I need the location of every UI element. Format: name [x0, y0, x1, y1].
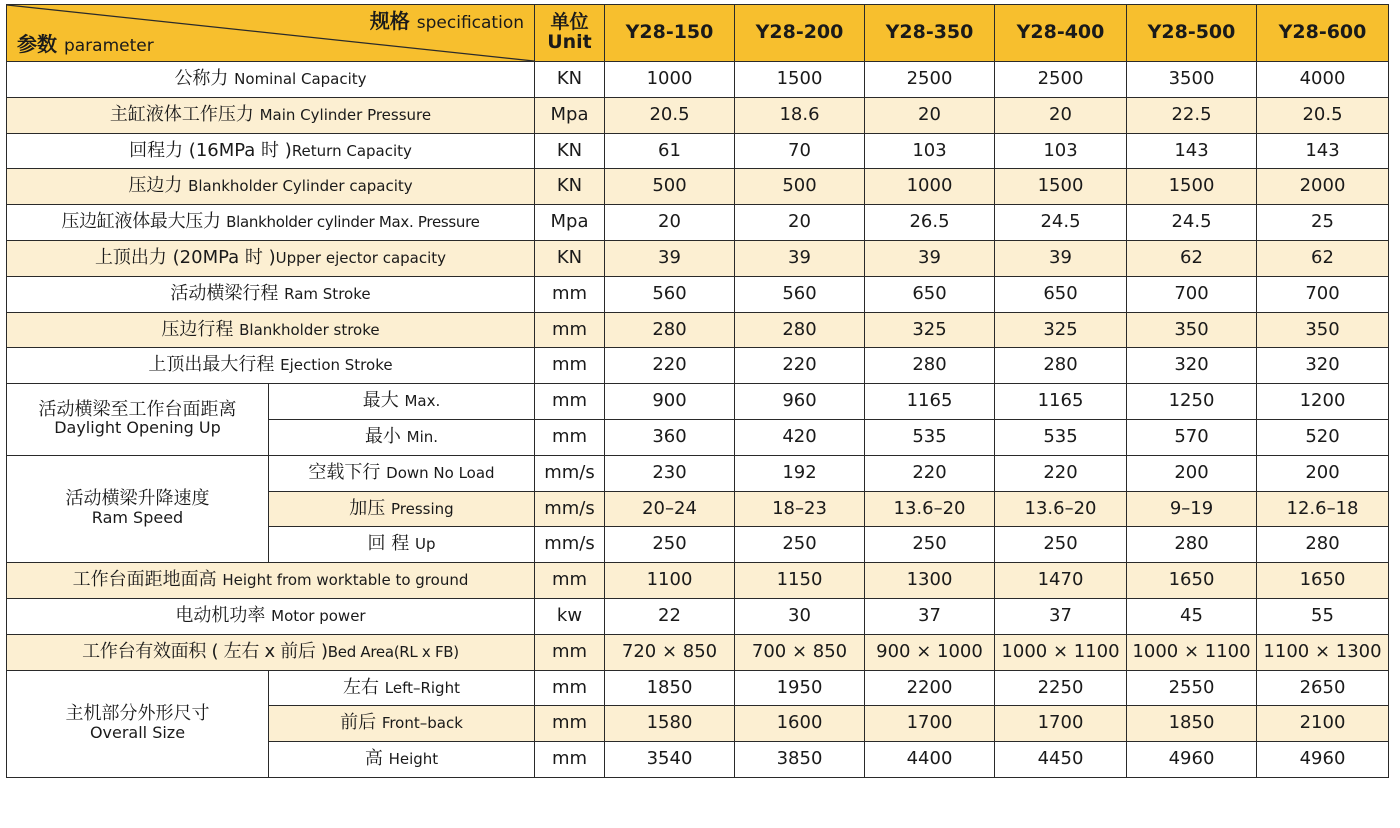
- value-cell: 143: [1257, 133, 1389, 169]
- param-label: 参数 parameter: [17, 32, 154, 57]
- value-cell: 1650: [1257, 563, 1389, 599]
- sub-param-label: 空载下行 Down No Load: [269, 455, 535, 491]
- table-row: [7, 97, 1389, 133]
- value-cell: 250: [605, 527, 735, 563]
- table-row: [7, 598, 1389, 634]
- value-cell: 200: [1257, 455, 1389, 491]
- value-cell: 20: [735, 205, 865, 241]
- value-cell: 1580: [605, 706, 735, 742]
- value-cell: 320: [1257, 348, 1389, 384]
- value-cell: 220: [865, 455, 995, 491]
- value-cell: 570: [1127, 419, 1257, 455]
- value-cell: 2100: [1257, 706, 1389, 742]
- value-cell: 325: [995, 312, 1127, 348]
- value-cell: 700: [1257, 276, 1389, 312]
- model-header: Y28-200: [735, 5, 865, 62]
- value-cell: 360: [605, 419, 735, 455]
- param-label: 上顶出力 (20MPa 时 )Upper ejector capacity: [7, 240, 535, 276]
- table-row: [7, 670, 1389, 706]
- param-label: 活动横梁行程 Ram Stroke: [7, 276, 535, 312]
- value-cell: 1600: [735, 706, 865, 742]
- table-row: [7, 205, 1389, 241]
- param-label: 压边缸液体最大压力 Blankholder cylinder Max. Pressure: [7, 205, 535, 241]
- value-cell: 1500: [995, 169, 1127, 205]
- value-cell: 2550: [1127, 670, 1257, 706]
- value-cell: 4000: [1257, 62, 1389, 98]
- value-cell: 1165: [865, 384, 995, 420]
- value-cell: 22.5: [1127, 97, 1257, 133]
- value-cell: 20: [605, 205, 735, 241]
- value-cell: 500: [735, 169, 865, 205]
- value-cell: 350: [1127, 312, 1257, 348]
- value-cell: 220: [605, 348, 735, 384]
- value-cell: 103: [995, 133, 1127, 169]
- value-cell: 250: [865, 527, 995, 563]
- value-cell: 1650: [1127, 563, 1257, 599]
- table-row: [7, 634, 1389, 670]
- value-cell: 960: [735, 384, 865, 420]
- unit-cell: mm: [535, 276, 605, 312]
- unit-cell: mm: [535, 384, 605, 420]
- model-header: Y28-400: [995, 5, 1127, 62]
- value-cell: 900 × 1000: [865, 634, 995, 670]
- header-row: [7, 5, 1389, 62]
- param-label: 电动机功率 Motor power: [7, 598, 535, 634]
- table-row: [7, 312, 1389, 348]
- value-cell: 20.5: [605, 97, 735, 133]
- value-cell: 22: [605, 598, 735, 634]
- value-cell: 20: [995, 97, 1127, 133]
- value-cell: 1950: [735, 670, 865, 706]
- value-cell: 230: [605, 455, 735, 491]
- unit-cell: mm: [535, 348, 605, 384]
- sub-param-label: 加压 Pressing: [269, 491, 535, 527]
- value-cell: 192: [735, 455, 865, 491]
- value-cell: 12.6–18: [1257, 491, 1389, 527]
- model-header: Y28-600: [1257, 5, 1389, 62]
- value-cell: 1000 × 1100: [995, 634, 1127, 670]
- value-cell: 420: [735, 419, 865, 455]
- value-cell: 2500: [865, 62, 995, 98]
- value-cell: 1000 × 1100: [1127, 634, 1257, 670]
- value-cell: 39: [605, 240, 735, 276]
- value-cell: 1200: [1257, 384, 1389, 420]
- unit-cell: KN: [535, 62, 605, 98]
- value-cell: 37: [995, 598, 1127, 634]
- value-cell: 37: [865, 598, 995, 634]
- table-row: [7, 133, 1389, 169]
- unit-cell: kw: [535, 598, 605, 634]
- unit-cell: mm: [535, 419, 605, 455]
- value-cell: 1000: [605, 62, 735, 98]
- value-cell: 4400: [865, 742, 995, 778]
- value-cell: 39: [995, 240, 1127, 276]
- unit-cell: KN: [535, 240, 605, 276]
- value-cell: 1165: [995, 384, 1127, 420]
- specification-table: [6, 4, 1389, 778]
- value-cell: 4960: [1257, 742, 1389, 778]
- value-cell: 2500: [995, 62, 1127, 98]
- unit-cell: mm: [535, 706, 605, 742]
- value-cell: 70: [735, 133, 865, 169]
- table-row: [7, 384, 1389, 420]
- param-label: 压边行程 Blankholder stroke: [7, 312, 535, 348]
- value-cell: 280: [735, 312, 865, 348]
- value-cell: 2000: [1257, 169, 1389, 205]
- table-row: [7, 62, 1389, 98]
- value-cell: 20: [865, 97, 995, 133]
- value-cell: 3500: [1127, 62, 1257, 98]
- value-cell: 24.5: [1127, 205, 1257, 241]
- value-cell: 535: [865, 419, 995, 455]
- value-cell: 61: [605, 133, 735, 169]
- table-row: [7, 169, 1389, 205]
- value-cell: 520: [1257, 419, 1389, 455]
- value-cell: 1700: [995, 706, 1127, 742]
- value-cell: 1500: [735, 62, 865, 98]
- value-cell: 2650: [1257, 670, 1389, 706]
- group-label-daylight: 活动横梁至工作台面距离 Daylight Opening Up: [7, 384, 269, 456]
- value-cell: 25: [1257, 205, 1389, 241]
- unit-cell: Mpa: [535, 97, 605, 133]
- table-row: [7, 240, 1389, 276]
- header-corner-cell: [7, 5, 535, 62]
- value-cell: 320: [1127, 348, 1257, 384]
- value-cell: 220: [735, 348, 865, 384]
- value-cell: 250: [995, 527, 1127, 563]
- table-row: [7, 455, 1389, 491]
- value-cell: 350: [1257, 312, 1389, 348]
- value-cell: 560: [605, 276, 735, 312]
- model-header: Y28-150: [605, 5, 735, 62]
- value-cell: 650: [995, 276, 1127, 312]
- value-cell: 24.5: [995, 205, 1127, 241]
- unit-cell: Mpa: [535, 205, 605, 241]
- value-cell: 4960: [1127, 742, 1257, 778]
- value-cell: 280: [865, 348, 995, 384]
- value-cell: 13.6–20: [995, 491, 1127, 527]
- value-cell: 1100 × 1300: [1257, 634, 1389, 670]
- sub-param-label: 前后 Front–back: [269, 706, 535, 742]
- value-cell: 18.6: [735, 97, 865, 133]
- value-cell: 1100: [605, 563, 735, 599]
- sub-param-label: 最大 Max.: [269, 384, 535, 420]
- spec-table-wrapper: [6, 4, 1389, 778]
- value-cell: 1700: [865, 706, 995, 742]
- value-cell: 1150: [735, 563, 865, 599]
- unit-cell: KN: [535, 169, 605, 205]
- value-cell: 143: [1127, 133, 1257, 169]
- value-cell: 1850: [1127, 706, 1257, 742]
- value-cell: 280: [1127, 527, 1257, 563]
- value-cell: 55: [1257, 598, 1389, 634]
- value-cell: 280: [1257, 527, 1389, 563]
- sub-param-label: 最小 Min.: [269, 419, 535, 455]
- value-cell: 3850: [735, 742, 865, 778]
- param-label: 压边力 Blankholder Cylinder capacity: [7, 169, 535, 205]
- value-cell: 1470: [995, 563, 1127, 599]
- sub-param-label: 左右 Left–Right: [269, 670, 535, 706]
- value-cell: 220: [995, 455, 1127, 491]
- unit-cell: mm/s: [535, 455, 605, 491]
- value-cell: 20.5: [1257, 97, 1389, 133]
- value-cell: 20–24: [605, 491, 735, 527]
- unit-cell: mm: [535, 670, 605, 706]
- value-cell: 700: [1127, 276, 1257, 312]
- unit-cell: mm/s: [535, 527, 605, 563]
- group-label-overall-size: 主机部分外形尺寸 Overall Size: [7, 670, 269, 777]
- value-cell: 280: [995, 348, 1127, 384]
- value-cell: 700 × 850: [735, 634, 865, 670]
- param-label: 工作台有效面积 ( 左右 x 前后 )Bed Area(RL x FB): [7, 634, 535, 670]
- value-cell: 650: [865, 276, 995, 312]
- unit-cell: mm: [535, 312, 605, 348]
- unit-cell: mm: [535, 742, 605, 778]
- sub-param-label: 高 Height: [269, 742, 535, 778]
- value-cell: 3540: [605, 742, 735, 778]
- value-cell: 1850: [605, 670, 735, 706]
- table-row: [7, 276, 1389, 312]
- unit-cell: KN: [535, 133, 605, 169]
- value-cell: 18–23: [735, 491, 865, 527]
- value-cell: 560: [735, 276, 865, 312]
- value-cell: 900: [605, 384, 735, 420]
- param-label: 公称力 Nominal Capacity: [7, 62, 535, 98]
- value-cell: 1250: [1127, 384, 1257, 420]
- group-label-ram-speed: 活动横梁升降速度 Ram Speed: [7, 455, 269, 562]
- value-cell: 535: [995, 419, 1127, 455]
- value-cell: 1300: [865, 563, 995, 599]
- sub-param-label: 回 程 Up: [269, 527, 535, 563]
- model-header: Y28-500: [1127, 5, 1257, 62]
- unit-cell: mm: [535, 634, 605, 670]
- value-cell: 2250: [995, 670, 1127, 706]
- value-cell: 200: [1127, 455, 1257, 491]
- table-row: [7, 563, 1389, 599]
- unit-cell: mm: [535, 563, 605, 599]
- value-cell: 62: [1257, 240, 1389, 276]
- model-header: Y28-350: [865, 5, 995, 62]
- unit-cell: mm/s: [535, 491, 605, 527]
- table-row: [7, 348, 1389, 384]
- value-cell: 4450: [995, 742, 1127, 778]
- param-label: 工作台面距地面高 Height from worktable to ground: [7, 563, 535, 599]
- value-cell: 39: [735, 240, 865, 276]
- value-cell: 13.6–20: [865, 491, 995, 527]
- value-cell: 62: [1127, 240, 1257, 276]
- value-cell: 30: [735, 598, 865, 634]
- value-cell: 45: [1127, 598, 1257, 634]
- value-cell: 1000: [865, 169, 995, 205]
- value-cell: 280: [605, 312, 735, 348]
- value-cell: 9–19: [1127, 491, 1257, 527]
- value-cell: 1500: [1127, 169, 1257, 205]
- param-label: 主缸液体工作压力 Main Cylinder Pressure: [7, 97, 535, 133]
- value-cell: 325: [865, 312, 995, 348]
- value-cell: 26.5: [865, 205, 995, 241]
- value-cell: 103: [865, 133, 995, 169]
- param-label: 回程力 (16MPa 时 )Return Capacity: [7, 133, 535, 169]
- value-cell: 720 × 850: [605, 634, 735, 670]
- param-label: 上顶出最大行程 Ejection Stroke: [7, 348, 535, 384]
- spec-label: 规格 specification: [369, 9, 524, 33]
- value-cell: 2200: [865, 670, 995, 706]
- value-cell: 39: [865, 240, 995, 276]
- value-cell: 500: [605, 169, 735, 205]
- unit-header: 单位 Unit: [535, 5, 605, 62]
- value-cell: 250: [735, 527, 865, 563]
